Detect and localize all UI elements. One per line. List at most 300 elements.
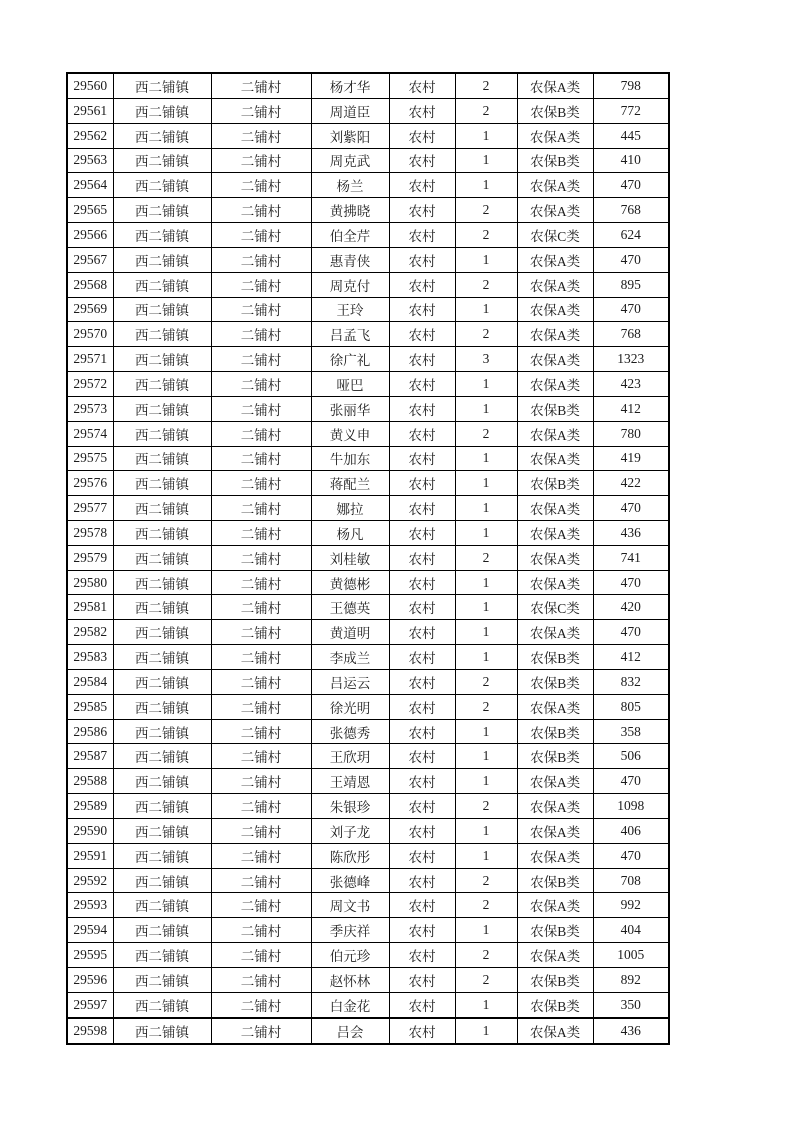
cell-serial-number: 29591 — [67, 843, 113, 868]
cell-person-name: 季庆祥 — [311, 918, 389, 943]
cell-residence-type: 农村 — [389, 918, 455, 943]
table-row — [67, 1018, 669, 1044]
cell-residence-type: 农村 — [389, 694, 455, 719]
cell-serial-number: 29571 — [67, 347, 113, 372]
cell-person-count: 1 — [455, 471, 517, 496]
cell-serial-number: 29583 — [67, 645, 113, 670]
cell-person-count: 1 — [455, 123, 517, 148]
table-row — [67, 918, 669, 943]
cell-person-name: 黄义申 — [311, 421, 389, 446]
table-row — [67, 123, 669, 148]
cell-person-count: 1 — [455, 818, 517, 843]
cell-amount: 436 — [593, 1018, 669, 1044]
cell-insurance-category: 农保A类 — [517, 421, 593, 446]
cell-person-name: 徐广礼 — [311, 347, 389, 372]
cell-person-count: 2 — [455, 272, 517, 297]
cell-village: 二铺村 — [211, 1018, 311, 1044]
cell-person-name: 杨凡 — [311, 521, 389, 546]
cell-village: 二铺村 — [211, 992, 311, 1017]
cell-village: 二铺村 — [211, 297, 311, 322]
cell-person-name: 白金花 — [311, 992, 389, 1017]
cell-insurance-category: 农保A类 — [517, 620, 593, 645]
cell-village: 二铺村 — [211, 893, 311, 918]
cell-residence-type: 农村 — [389, 123, 455, 148]
cell-amount: 470 — [593, 496, 669, 521]
cell-amount: 708 — [593, 868, 669, 893]
cell-village: 二铺村 — [211, 967, 311, 992]
cell-amount: 768 — [593, 198, 669, 223]
table-row — [67, 496, 669, 521]
cell-amount: 423 — [593, 372, 669, 397]
cell-town: 西二铺镇 — [113, 272, 211, 297]
cell-residence-type: 农村 — [389, 396, 455, 421]
cell-person-count: 1 — [455, 918, 517, 943]
cell-insurance-category: 农保B类 — [517, 719, 593, 744]
cell-village: 二铺村 — [211, 198, 311, 223]
cell-town: 西二铺镇 — [113, 421, 211, 446]
cell-serial-number: 29578 — [67, 521, 113, 546]
cell-town: 西二铺镇 — [113, 1018, 211, 1044]
cell-person-count: 2 — [455, 694, 517, 719]
cell-town: 西二铺镇 — [113, 694, 211, 719]
cell-insurance-category: 农保A类 — [517, 769, 593, 794]
cell-person-count: 1 — [455, 769, 517, 794]
cell-person-count: 2 — [455, 421, 517, 446]
cell-person-count: 1 — [455, 247, 517, 272]
cell-serial-number: 29577 — [67, 496, 113, 521]
cell-person-name: 哑巴 — [311, 372, 389, 397]
cell-amount: 412 — [593, 645, 669, 670]
cell-insurance-category: 农保B类 — [517, 992, 593, 1017]
cell-amount: 470 — [593, 297, 669, 322]
cell-village: 二铺村 — [211, 843, 311, 868]
cell-village: 二铺村 — [211, 818, 311, 843]
cell-residence-type: 农村 — [389, 322, 455, 347]
cell-town: 西二铺镇 — [113, 943, 211, 968]
cell-residence-type: 农村 — [389, 446, 455, 471]
cell-town: 西二铺镇 — [113, 446, 211, 471]
cell-person-count: 1 — [455, 148, 517, 173]
cell-village: 二铺村 — [211, 794, 311, 819]
table-row — [67, 868, 669, 893]
cell-insurance-category: 农保A类 — [517, 173, 593, 198]
cell-residence-type: 农村 — [389, 421, 455, 446]
cell-amount: 798 — [593, 73, 669, 98]
cell-person-count: 2 — [455, 98, 517, 123]
cell-person-count: 1 — [455, 843, 517, 868]
cell-insurance-category: 农保A类 — [517, 1018, 593, 1044]
cell-residence-type: 农村 — [389, 247, 455, 272]
cell-town: 西二铺镇 — [113, 570, 211, 595]
cell-insurance-category: 农保A类 — [517, 247, 593, 272]
cell-insurance-category: 农保A类 — [517, 843, 593, 868]
table-row — [67, 421, 669, 446]
cell-amount: 506 — [593, 744, 669, 769]
table-row — [67, 372, 669, 397]
cell-person-name: 刘紫阳 — [311, 123, 389, 148]
cell-town: 西二铺镇 — [113, 347, 211, 372]
cell-person-name: 吕会 — [311, 1018, 389, 1044]
table-row — [67, 173, 669, 198]
cell-person-name: 张德峰 — [311, 868, 389, 893]
cell-person-name: 伯元珍 — [311, 943, 389, 968]
cell-serial-number: 29590 — [67, 818, 113, 843]
cell-town: 西二铺镇 — [113, 98, 211, 123]
cell-amount: 358 — [593, 719, 669, 744]
cell-residence-type: 农村 — [389, 570, 455, 595]
cell-insurance-category: 农保A类 — [517, 545, 593, 570]
cell-serial-number: 29569 — [67, 297, 113, 322]
cell-amount: 895 — [593, 272, 669, 297]
cell-amount: 1005 — [593, 943, 669, 968]
cell-person-name: 张丽华 — [311, 396, 389, 421]
cell-village: 二铺村 — [211, 322, 311, 347]
cell-serial-number: 29587 — [67, 744, 113, 769]
cell-amount: 1098 — [593, 794, 669, 819]
cell-serial-number: 29570 — [67, 322, 113, 347]
table-row — [67, 967, 669, 992]
cell-village: 二铺村 — [211, 918, 311, 943]
records-table — [66, 72, 670, 1045]
table-row — [67, 545, 669, 570]
cell-serial-number: 29586 — [67, 719, 113, 744]
cell-insurance-category: 农保A类 — [517, 322, 593, 347]
cell-amount: 772 — [593, 98, 669, 123]
cell-amount: 768 — [593, 322, 669, 347]
cell-person-name: 刘子龙 — [311, 818, 389, 843]
cell-town: 西二铺镇 — [113, 198, 211, 223]
cell-person-name: 周道臣 — [311, 98, 389, 123]
cell-amount: 419 — [593, 446, 669, 471]
cell-person-name: 朱银珍 — [311, 794, 389, 819]
cell-serial-number: 29562 — [67, 123, 113, 148]
cell-village: 二铺村 — [211, 545, 311, 570]
cell-residence-type: 农村 — [389, 347, 455, 372]
cell-person-name: 王靖恩 — [311, 769, 389, 794]
cell-town: 西二铺镇 — [113, 868, 211, 893]
cell-serial-number: 29595 — [67, 943, 113, 968]
cell-village: 二铺村 — [211, 719, 311, 744]
cell-residence-type: 农村 — [389, 992, 455, 1017]
cell-person-name: 惠青侠 — [311, 247, 389, 272]
cell-person-count: 1 — [455, 719, 517, 744]
cell-person-name: 黄拂晓 — [311, 198, 389, 223]
cell-insurance-category: 农保A类 — [517, 73, 593, 98]
table-row — [67, 769, 669, 794]
cell-person-count: 1 — [455, 744, 517, 769]
table-row — [67, 570, 669, 595]
cell-serial-number: 29598 — [67, 1018, 113, 1044]
cell-insurance-category: 农保A类 — [517, 446, 593, 471]
cell-person-count: 1 — [455, 372, 517, 397]
cell-person-name: 黄德彬 — [311, 570, 389, 595]
cell-amount: 892 — [593, 967, 669, 992]
cell-town: 西二铺镇 — [113, 595, 211, 620]
cell-village: 二铺村 — [211, 396, 311, 421]
cell-person-count: 1 — [455, 496, 517, 521]
cell-village: 二铺村 — [211, 347, 311, 372]
cell-person-count: 1 — [455, 620, 517, 645]
cell-person-name: 杨兰 — [311, 173, 389, 198]
cell-residence-type: 农村 — [389, 545, 455, 570]
cell-residence-type: 农村 — [389, 669, 455, 694]
cell-town: 西二铺镇 — [113, 669, 211, 694]
cell-village: 二铺村 — [211, 98, 311, 123]
cell-residence-type: 农村 — [389, 843, 455, 868]
cell-person-count: 1 — [455, 396, 517, 421]
cell-town: 西二铺镇 — [113, 992, 211, 1017]
table-row — [67, 98, 669, 123]
cell-serial-number: 29567 — [67, 247, 113, 272]
cell-town: 西二铺镇 — [113, 247, 211, 272]
cell-town: 西二铺镇 — [113, 173, 211, 198]
cell-person-name: 伯全芹 — [311, 223, 389, 248]
table-row — [67, 794, 669, 819]
cell-village: 二铺村 — [211, 247, 311, 272]
cell-serial-number: 29582 — [67, 620, 113, 645]
cell-person-count: 1 — [455, 1018, 517, 1044]
cell-village: 二铺村 — [211, 73, 311, 98]
cell-village: 二铺村 — [211, 496, 311, 521]
cell-town: 西二铺镇 — [113, 471, 211, 496]
cell-residence-type: 农村 — [389, 1018, 455, 1044]
records-table-body — [67, 73, 669, 1044]
table-row — [67, 396, 669, 421]
cell-village: 二铺村 — [211, 148, 311, 173]
cell-town: 西二铺镇 — [113, 794, 211, 819]
cell-person-name: 娜拉 — [311, 496, 389, 521]
cell-village: 二铺村 — [211, 669, 311, 694]
cell-serial-number: 29573 — [67, 396, 113, 421]
cell-serial-number: 29561 — [67, 98, 113, 123]
table-row — [67, 322, 669, 347]
cell-insurance-category: 农保A类 — [517, 198, 593, 223]
cell-amount: 412 — [593, 396, 669, 421]
cell-village: 二铺村 — [211, 272, 311, 297]
cell-person-count: 2 — [455, 545, 517, 570]
cell-amount: 1323 — [593, 347, 669, 372]
cell-town: 西二铺镇 — [113, 818, 211, 843]
cell-serial-number: 29563 — [67, 148, 113, 173]
cell-residence-type: 农村 — [389, 645, 455, 670]
cell-residence-type: 农村 — [389, 173, 455, 198]
cell-village: 二铺村 — [211, 471, 311, 496]
table-row — [67, 943, 669, 968]
cell-amount: 422 — [593, 471, 669, 496]
cell-town: 西二铺镇 — [113, 918, 211, 943]
cell-insurance-category: 农保C类 — [517, 595, 593, 620]
cell-amount: 470 — [593, 173, 669, 198]
cell-serial-number: 29584 — [67, 669, 113, 694]
cell-person-name: 周克武 — [311, 148, 389, 173]
table-row — [67, 893, 669, 918]
cell-person-name: 蒋配兰 — [311, 471, 389, 496]
cell-serial-number: 29589 — [67, 794, 113, 819]
cell-insurance-category: 农保A类 — [517, 694, 593, 719]
cell-amount: 445 — [593, 123, 669, 148]
cell-village: 二铺村 — [211, 223, 311, 248]
cell-person-name: 吕孟飞 — [311, 322, 389, 347]
cell-insurance-category: 农保A类 — [517, 372, 593, 397]
table-row — [67, 272, 669, 297]
cell-person-name: 杨才华 — [311, 73, 389, 98]
cell-residence-type: 农村 — [389, 496, 455, 521]
cell-person-count: 1 — [455, 992, 517, 1017]
cell-residence-type: 农村 — [389, 595, 455, 620]
cell-person-name: 王玲 — [311, 297, 389, 322]
cell-amount: 470 — [593, 769, 669, 794]
cell-serial-number: 29576 — [67, 471, 113, 496]
cell-person-name: 刘桂敏 — [311, 545, 389, 570]
cell-person-count: 1 — [455, 595, 517, 620]
cell-residence-type: 农村 — [389, 893, 455, 918]
table-row — [67, 595, 669, 620]
cell-residence-type: 农村 — [389, 719, 455, 744]
cell-person-name: 徐光明 — [311, 694, 389, 719]
cell-village: 二铺村 — [211, 694, 311, 719]
table-row — [67, 645, 669, 670]
cell-insurance-category: 农保B类 — [517, 868, 593, 893]
cell-person-count: 1 — [455, 297, 517, 322]
cell-serial-number: 29568 — [67, 272, 113, 297]
cell-serial-number: 29593 — [67, 893, 113, 918]
cell-residence-type: 农村 — [389, 744, 455, 769]
cell-village: 二铺村 — [211, 570, 311, 595]
cell-residence-type: 农村 — [389, 943, 455, 968]
cell-town: 西二铺镇 — [113, 843, 211, 868]
cell-insurance-category: 农保B类 — [517, 396, 593, 421]
cell-person-count: 1 — [455, 521, 517, 546]
cell-residence-type: 农村 — [389, 521, 455, 546]
cell-insurance-category: 农保A类 — [517, 818, 593, 843]
cell-person-count: 2 — [455, 943, 517, 968]
cell-town: 西二铺镇 — [113, 396, 211, 421]
cell-amount: 832 — [593, 669, 669, 694]
cell-town: 西二铺镇 — [113, 297, 211, 322]
cell-insurance-category: 农保B类 — [517, 967, 593, 992]
cell-town: 西二铺镇 — [113, 545, 211, 570]
table-row — [67, 347, 669, 372]
cell-insurance-category: 农保B类 — [517, 148, 593, 173]
table-row — [67, 669, 669, 694]
cell-person-name: 赵怀林 — [311, 967, 389, 992]
cell-residence-type: 农村 — [389, 272, 455, 297]
cell-person-name: 黄道明 — [311, 620, 389, 645]
cell-person-name: 吕运云 — [311, 669, 389, 694]
cell-insurance-category: 农保A类 — [517, 272, 593, 297]
cell-town: 西二铺镇 — [113, 496, 211, 521]
cell-person-name: 陈欣彤 — [311, 843, 389, 868]
cell-town: 西二铺镇 — [113, 744, 211, 769]
cell-person-count: 2 — [455, 794, 517, 819]
cell-person-count: 2 — [455, 967, 517, 992]
cell-serial-number: 29597 — [67, 992, 113, 1017]
cell-person-count: 2 — [455, 223, 517, 248]
cell-insurance-category: 农保C类 — [517, 223, 593, 248]
cell-town: 西二铺镇 — [113, 123, 211, 148]
cell-insurance-category: 农保B类 — [517, 744, 593, 769]
cell-residence-type: 农村 — [389, 620, 455, 645]
cell-serial-number: 29594 — [67, 918, 113, 943]
table-row — [67, 148, 669, 173]
table-row — [67, 818, 669, 843]
cell-person-name: 王欣玥 — [311, 744, 389, 769]
cell-person-name: 李成兰 — [311, 645, 389, 670]
cell-village: 二铺村 — [211, 521, 311, 546]
table-row — [67, 247, 669, 272]
cell-amount: 780 — [593, 421, 669, 446]
cell-town: 西二铺镇 — [113, 521, 211, 546]
cell-amount: 350 — [593, 992, 669, 1017]
cell-person-count: 1 — [455, 645, 517, 670]
cell-insurance-category: 农保A类 — [517, 297, 593, 322]
cell-residence-type: 农村 — [389, 223, 455, 248]
cell-insurance-category: 农保A类 — [517, 496, 593, 521]
cell-village: 二铺村 — [211, 595, 311, 620]
table-row — [67, 843, 669, 868]
cell-person-count: 1 — [455, 446, 517, 471]
cell-residence-type: 农村 — [389, 198, 455, 223]
cell-person-count: 3 — [455, 347, 517, 372]
cell-village: 二铺村 — [211, 620, 311, 645]
cell-insurance-category: 农保A类 — [517, 893, 593, 918]
cell-serial-number: 29560 — [67, 73, 113, 98]
cell-serial-number: 29588 — [67, 769, 113, 794]
cell-insurance-category: 农保B类 — [517, 645, 593, 670]
cell-amount: 741 — [593, 545, 669, 570]
cell-amount: 992 — [593, 893, 669, 918]
table-row — [67, 223, 669, 248]
cell-serial-number: 29565 — [67, 198, 113, 223]
cell-residence-type: 农村 — [389, 868, 455, 893]
cell-serial-number: 29592 — [67, 868, 113, 893]
cell-person-count: 2 — [455, 893, 517, 918]
cell-insurance-category: 农保A类 — [517, 123, 593, 148]
cell-insurance-category: 农保A类 — [517, 347, 593, 372]
cell-town: 西二铺镇 — [113, 372, 211, 397]
cell-person-name: 王德英 — [311, 595, 389, 620]
cell-residence-type: 农村 — [389, 148, 455, 173]
cell-amount: 410 — [593, 148, 669, 173]
cell-town: 西二铺镇 — [113, 719, 211, 744]
cell-residence-type: 农村 — [389, 73, 455, 98]
cell-village: 二铺村 — [211, 645, 311, 670]
table-row — [67, 620, 669, 645]
cell-serial-number: 29581 — [67, 595, 113, 620]
cell-residence-type: 农村 — [389, 297, 455, 322]
table-row — [67, 744, 669, 769]
cell-serial-number: 29596 — [67, 967, 113, 992]
cell-amount: 624 — [593, 223, 669, 248]
cell-town: 西二铺镇 — [113, 967, 211, 992]
cell-village: 二铺村 — [211, 769, 311, 794]
cell-person-count: 2 — [455, 868, 517, 893]
cell-village: 二铺村 — [211, 421, 311, 446]
cell-village: 二铺村 — [211, 744, 311, 769]
table-row — [67, 719, 669, 744]
cell-amount: 470 — [593, 570, 669, 595]
cell-person-count: 2 — [455, 198, 517, 223]
cell-town: 西二铺镇 — [113, 73, 211, 98]
cell-insurance-category: 农保A类 — [517, 794, 593, 819]
cell-village: 二铺村 — [211, 868, 311, 893]
cell-village: 二铺村 — [211, 372, 311, 397]
cell-amount: 470 — [593, 247, 669, 272]
cell-village: 二铺村 — [211, 446, 311, 471]
cell-village: 二铺村 — [211, 123, 311, 148]
cell-residence-type: 农村 — [389, 372, 455, 397]
cell-serial-number: 29564 — [67, 173, 113, 198]
